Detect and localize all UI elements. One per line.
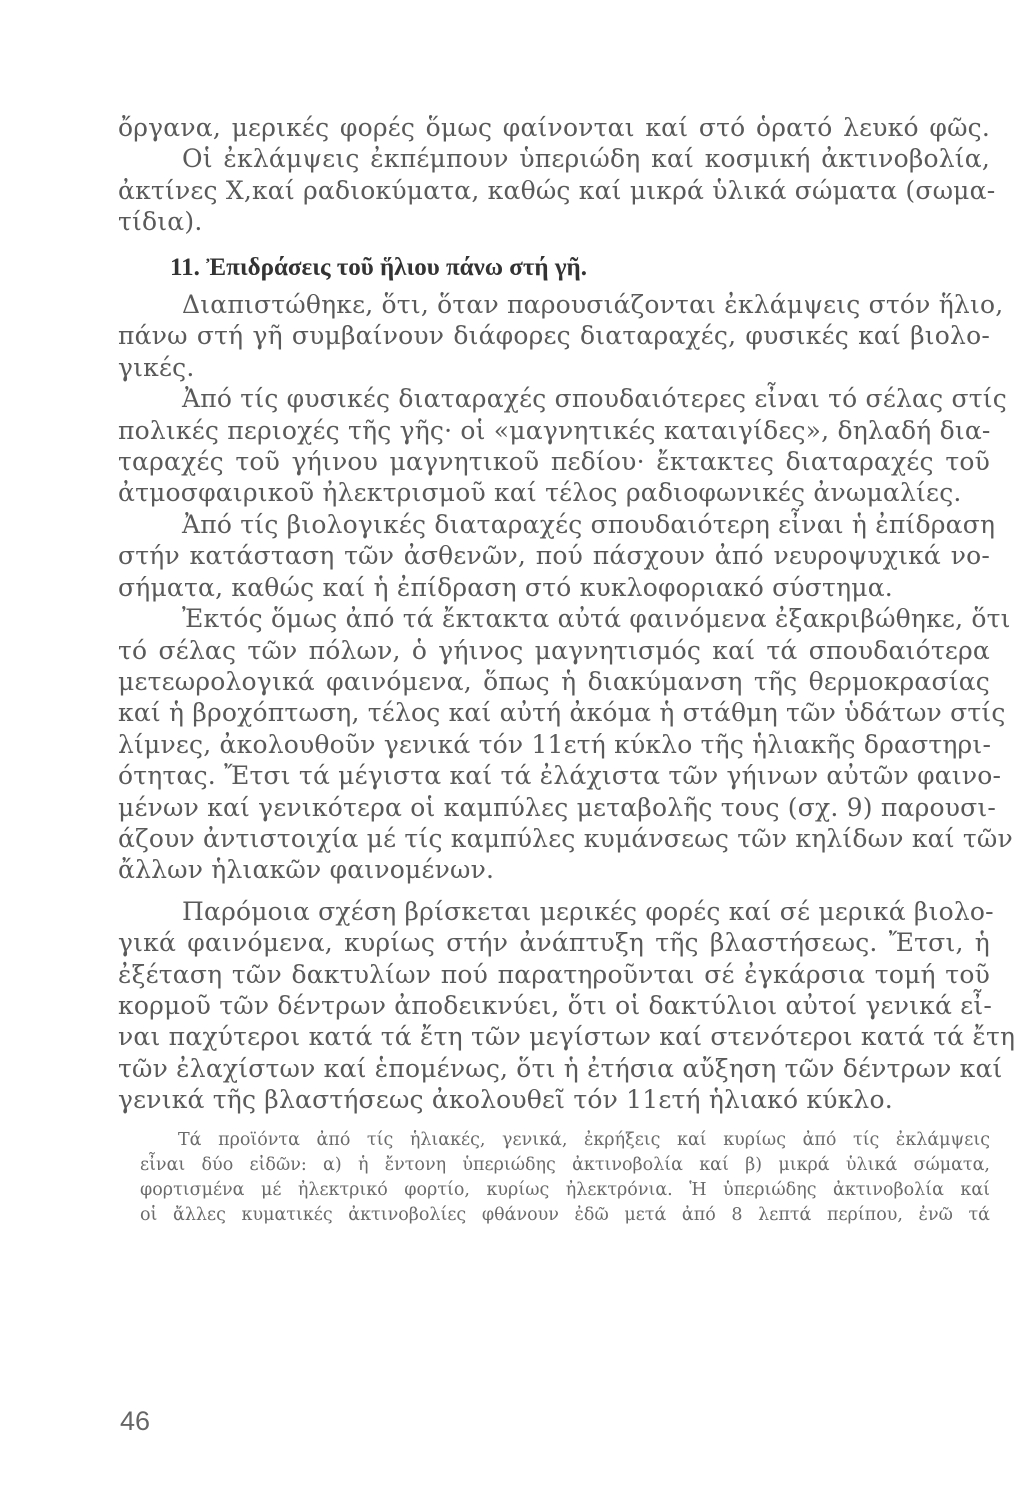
text-line: ἀκτίνες Χ,καί ραδιοκύματα, καθώς καί μικρά ὑλικά σώματα (σωμα- [118,175,996,205]
text-line: μετεωρολογικά φαινόμενα, ὅπως ἡ διακύμανση τῆς θερμοκρασίας [118,666,990,696]
footnote-line: οἱ ἄλλες κυματικές ἀκτινοβολίες φθάνουν ἐδῶ μετά ἀπό 8 λεπτά περίπου, ἐνῶ τά [140,1204,990,1225]
text-line: ἄλλων ἡλιακῶν φαινομένων. [118,855,495,885]
text-line: κορμοῦ τῶν δέντρων ἀποδεικνύει, ὅτι οἱ δακτύλιοι αὐτοί γενικά εἶ- [118,990,992,1020]
footnote-line: φορτισμένα μέ ἠλεκτρικό φορτίο, κυρίως ἠλεκτρόνια. Ἡ ὑπεριώδης ἀκτινοβολία καί [140,1179,990,1200]
text-line: Παρόμοια σχέση βρίσκεται μερικές φορές καί σέ μερικά βιολο- [182,896,994,926]
footnote-line: εἶναι δύο εἰδῶν: α) ἡ ἔντονη ὑπεριώδης ἀκτινοβολία καί β) μικρά ὑλικά σώματα, [140,1154,990,1175]
text-line: άζουν ἀντιστοιχία μέ τίς καμπύλες κυμάνσεως τῶν κηλίδων καί τῶν [118,823,1013,853]
text-line: γικά φαινόμενα, κυρίως στήν ἀνάπτυξη τῆς βλαστήσεως. Ἔτσι, ἡ [118,928,990,958]
text-line: ότητας. Ἔτσι τά μέγιστα καί τά ἐλάχιστα τῶν γήινων αὐτῶν φαινο- [118,761,1002,791]
text-line: ἀτμοσφαιρικοῦ ἠλεκτρισμοῦ καί τέλος ραδιοφωνικές ἀνωμαλίες. [118,478,962,508]
text-line: γενικά τῆς βλαστήσεως ἀκολουθεῖ τόν 11ετή ἡλιακό κύκλο. [118,1085,893,1115]
text-line: Διαπιστώθηκε, ὅτι, ὅταν παρουσιάζονται ἐκλάμψεις στόν ἥλιο, [182,290,1004,320]
footnote-line: Τά προϊόντα ἀπό τίς ἡλιακές, γενικά, ἐκρήξεις καί κυρίως ἀπό τίς ἐκλάμψεις [178,1129,990,1150]
text-line: Ἀπό τίς βιολογικές διαταραχές σπουδαιότερη εἶναι ἡ ἐπίδραση [182,509,996,539]
text-line: Οἱ ἐκλάμψεις ἐκπέμπουν ὑπεριώδη καί κοσμική ἀκτινοβολία, [182,144,990,174]
text-line: σήματα, καθώς καί ἡ ἐπίδραση στό κυκλοφοριακό σύστημα. [118,572,893,602]
intro-paragraph [118,112,996,238]
text-line: τῶν ἐλαχίστων καί ἑπομένως, ὅτι ἡ ἐτήσια αὔξηση τῶν δέντρων καί [118,1053,1003,1083]
text-line: πολικές περιοχές τῆς γῆς· οἱ «μαγνητικές καταιγίδες», δηλαδή δια- [118,415,991,445]
text-line: ἐξέταση τῶν δακτυλίων πού παρατηροῦνται σέ ἐγκάρσια τομή τοῦ [118,959,990,989]
text-line: ναι παχύτεροι κατά τά ἔτη τῶν μεγίστων καί στενότεροι κατά τά ἔτη [118,1022,1016,1052]
text-line: πάνω στή γῆ συμβαίνουν διάφορες διαταραχές, φυσικές καί βιολο- [118,321,990,351]
footnote [118,1128,990,1228]
text-line: τίδια). [118,207,203,237]
text-line: Ἀπό τίς φυσικές διαταραχές σπουδαιότερες εἶναι τό σέλας στίς [182,384,1007,414]
text-line: ταραχές τοῦ γήινου μαγνητικοῦ πεδίου· ἔκτακτες διαταραχές τοῦ [118,447,990,477]
text-line: στήν κατάσταση τῶν ἀσθενῶν, πού πάσχουν ἀπό νευροψυχικά νο- [118,541,990,571]
text-line: λίμνες, ἀκολουθοῦν γενικά τόν 11ετή κύκλο τῆς ἡλιακῆς δραστηρι- [118,729,992,759]
paragraph-gap [118,886,990,896]
paragraph [118,896,1016,1116]
paragraph [118,509,996,603]
page-content [118,112,1016,1228]
text-line: Ἐκτός ὅμως ἀπό τά ἔκτακτα αὐτά φαινόμενα ἐξακριβώθηκε, ὅτι [182,604,1011,634]
text-line: γικές. [118,352,195,382]
paragraph [118,603,1013,886]
text-line: καί ἡ βροχόπτωση, τέλος καί αὐτή ἀκόμα ἡ στάθμη τῶν ὑδάτων στίς [118,698,1006,728]
page-number: 46 [120,1406,151,1436]
text-line: τό σέλας τῶν πόλων, ὁ γήινος μαγνητισμός καί τά σπουδαιότερα [118,635,990,665]
paragraph [118,289,1004,383]
text-line: ὄργανα, μερικές φορές ὅμως φαίνονται καί στό ὁρατό λευκό φῶς. [118,113,990,142]
paragraph [118,383,1007,509]
text-line: μένων καί γενικότερα οἱ καμπύλες μεταβολῆς τους (σχ. 9) παρουσι- [118,792,997,822]
section-heading: 11. Ἐπιδράσεις τοῦ ἥλιου πάνω στή γῆ. [170,253,587,281]
